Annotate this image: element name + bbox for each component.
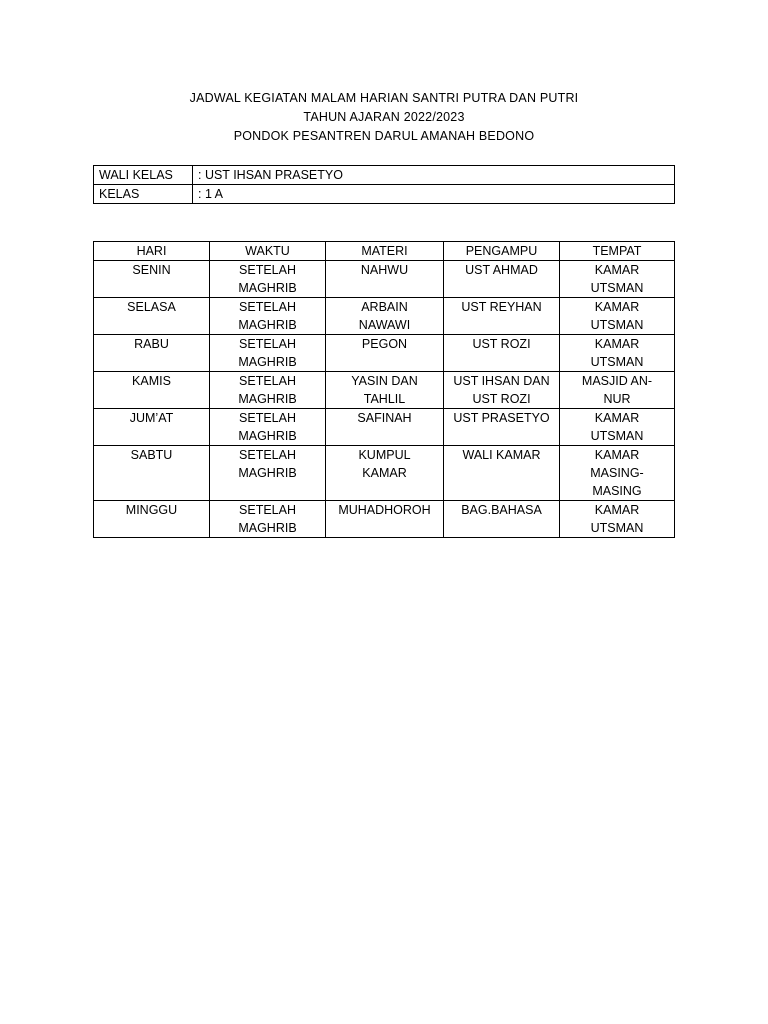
info-row-kelas (94, 185, 675, 204)
cell-text: MINGGU (125, 503, 178, 517)
schedule-table (93, 241, 675, 538)
cell-text: SETELAH MAGHRIB (238, 374, 297, 406)
cell-tempat (560, 298, 675, 335)
header-waktu (210, 242, 326, 261)
cell-materi (326, 372, 444, 409)
document-title (0, 89, 768, 146)
cell-text: SETELAH MAGHRIB (238, 411, 297, 443)
cell-text: SETELAH MAGHRIB (238, 263, 297, 295)
cell-pengampu (444, 501, 560, 538)
cell-text: SETELAH MAGHRIB (238, 337, 297, 369)
cell-hari (94, 409, 210, 446)
cell-text: UST PRASETYO (453, 411, 550, 425)
cell-text: UST REYHAN (461, 300, 542, 314)
table-row (94, 372, 675, 409)
cell-pengampu (444, 298, 560, 335)
cell-text: MASJID AN- NUR (581, 374, 653, 406)
header-tempat-text: TEMPAT (592, 244, 642, 258)
info-row-wali (94, 166, 675, 185)
cell-text: SETELAH MAGHRIB (238, 300, 297, 332)
cell-pengampu (444, 446, 560, 501)
cell-text: SELASA (127, 300, 176, 314)
cell-text: RABU (134, 337, 169, 351)
cell-text: MUHADHOROH (338, 503, 431, 517)
header-waktu-text: WAKTU (245, 244, 290, 258)
cell-hari (94, 335, 210, 372)
cell-text: KAMIS (132, 374, 171, 388)
kelas-label: KELAS (94, 185, 193, 204)
cell-materi (326, 501, 444, 538)
table-row (94, 409, 675, 446)
cell-text: NAHWU (360, 263, 409, 277)
cell-text: KAMAR UTSMAN (590, 300, 644, 332)
cell-pengampu (444, 261, 560, 298)
cell-tempat (560, 446, 675, 501)
cell-materi (326, 409, 444, 446)
header-pengampu-text: PENGAMPU (465, 244, 538, 258)
kelas-value: : 1 A (193, 185, 675, 204)
cell-hari (94, 446, 210, 501)
cell-text: ARBAIN NAWAWI (358, 300, 411, 332)
header-tempat (560, 242, 675, 261)
cell-waktu (210, 261, 326, 298)
cell-pengampu (444, 372, 560, 409)
cell-waktu (210, 372, 326, 409)
table-row (94, 335, 675, 372)
cell-hari (94, 372, 210, 409)
cell-hari (94, 501, 210, 538)
cell-waktu (210, 298, 326, 335)
cell-materi (326, 446, 444, 501)
cell-text: UST ROZI (472, 337, 531, 351)
header-hari (94, 242, 210, 261)
cell-text: WALI KAMAR (462, 448, 541, 462)
cell-waktu (210, 409, 326, 446)
wali-kelas-label: WALI KELAS (94, 166, 193, 185)
schedule-header-row (94, 242, 675, 261)
cell-text: UST IHSAN DAN UST ROZI (453, 374, 550, 406)
cell-text: KAMAR MASING- MASING (590, 448, 644, 498)
cell-text: UST AHMAD (465, 263, 538, 277)
table-row (94, 501, 675, 538)
cell-materi (326, 335, 444, 372)
cell-tempat (560, 409, 675, 446)
title-line-1: JADWAL KEGIATAN MALAM HARIAN SANTRI PUTRA DAN PUTRI (189, 91, 579, 105)
cell-text: KUMPUL KAMAR (358, 448, 411, 480)
title-line-3: PONDOK PESANTREN DARUL AMANAH BEDONO (233, 129, 535, 143)
cell-text: JUM’AT (129, 411, 174, 425)
table-row (94, 298, 675, 335)
cell-tempat (560, 372, 675, 409)
cell-pengampu (444, 335, 560, 372)
cell-hari (94, 261, 210, 298)
header-hari-text: HARI (136, 244, 167, 258)
cell-tempat (560, 335, 675, 372)
cell-text: SETELAH MAGHRIB (238, 503, 297, 535)
cell-text: KAMAR UTSMAN (590, 263, 644, 295)
cell-text: KAMAR UTSMAN (590, 337, 644, 369)
cell-text: SABTU (130, 448, 173, 462)
wali-kelas-value: : UST IHSAN PRASETYO (193, 166, 675, 185)
header-pengampu (444, 242, 560, 261)
cell-hari (94, 298, 210, 335)
title-line-2: TAHUN AJARAN 2022/2023 (303, 110, 465, 124)
cell-text: SENIN (132, 263, 171, 277)
cell-text: PEGON (361, 337, 408, 351)
header-materi (326, 242, 444, 261)
cell-materi (326, 298, 444, 335)
cell-text: KAMAR UTSMAN (590, 503, 644, 535)
cell-text: YASIN DAN TAHLIL (351, 374, 418, 406)
cell-waktu (210, 446, 326, 501)
cell-text: BAG.BAHASA (461, 503, 542, 517)
table-row (94, 446, 675, 501)
table-row (94, 261, 675, 298)
cell-tempat (560, 261, 675, 298)
cell-text: KAMAR UTSMAN (590, 411, 644, 443)
cell-pengampu (444, 409, 560, 446)
cell-text: SAFINAH (357, 411, 412, 425)
header-materi-text: MATERI (361, 244, 408, 258)
cell-waktu (210, 501, 326, 538)
cell-tempat (560, 501, 675, 538)
cell-materi (326, 261, 444, 298)
class-info-table (93, 165, 675, 204)
cell-waktu (210, 335, 326, 372)
cell-text: SETELAH MAGHRIB (238, 448, 297, 480)
